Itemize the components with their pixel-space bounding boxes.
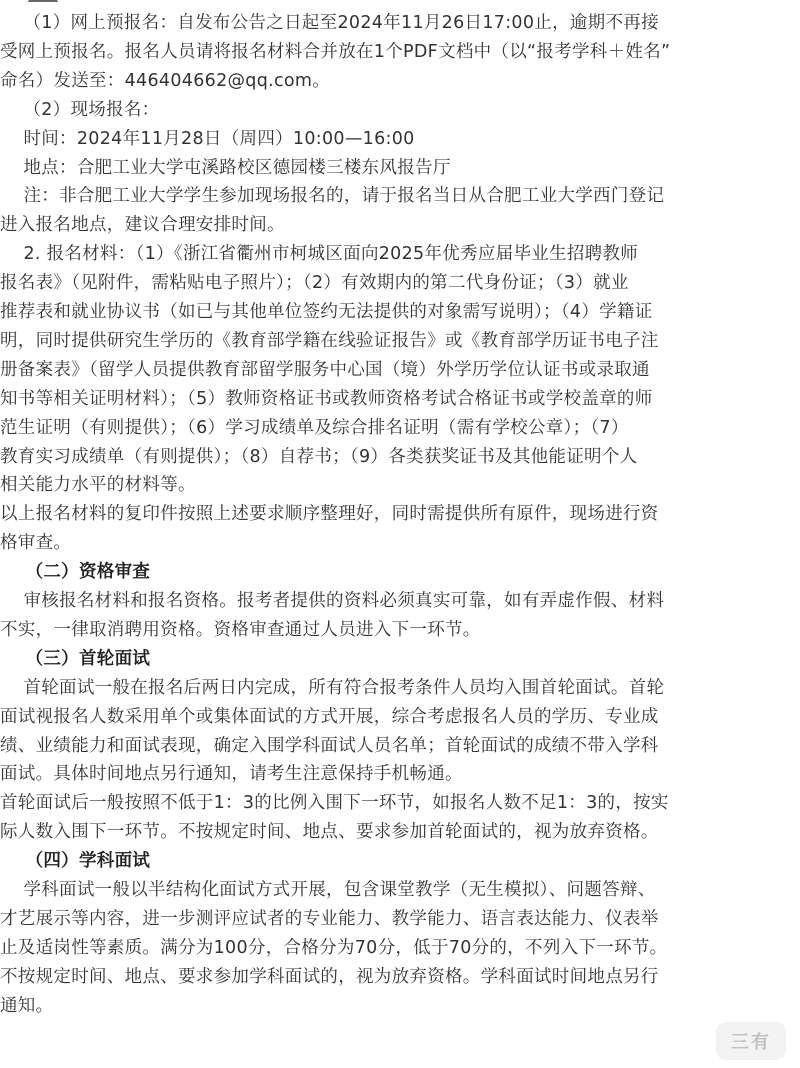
- watermark-logo: 三有: [716, 1022, 786, 1060]
- paragraph-line: 不按规定时间、地点、要求参加学科面试的，视为放弃资格。学科面试时间地点另行: [0, 966, 659, 987]
- paragraph-line: 以上报名材料的复印件按照上述要求顺序整理好，同时需提供所有原件，现场进行资: [0, 504, 659, 525]
- paragraph-line: 进入报名地点，建议合理安排时间。: [0, 215, 285, 236]
- paragraph-line: 首轮面试一般在报名后两日内完成，所有符合报考条件人员均入围首轮面试。首轮: [0, 677, 665, 698]
- paragraph-line: 面试视报名人数采用单个或集体面试的方式开展，综合考虑报名人员的学历、专业成: [0, 706, 659, 727]
- paragraph-line: 际人数入围下一环节。不按规定时间、地点、要求参加首轮面试的，视为放弃资格。: [0, 822, 659, 843]
- paragraph-line: 教育实习成绩单（有则提供）；（8）自荐书；（9）各类获奖证书及其他能证明个人: [0, 446, 638, 467]
- paragraph-line: （2）现场报名：: [0, 99, 160, 120]
- paragraph-line: 推荐表和就业协议书（如已与其他单位签约无法提供的对象需写说明）；（4）学籍证: [0, 302, 653, 322]
- paragraph-line: 首轮面试后一般按照不低于1：3的比例入围下一环节，如报名人数不足1：3的，按实: [0, 793, 669, 814]
- paragraph-line: 注：非合肥工业大学学生参加现场报名的，请于报名当日从合肥工业大学西门登记: [0, 186, 665, 207]
- paragraph-line: 知书等相关证明材料）；（5）教师资格证书或教师资格考试合格证书或学校盖章的师: [0, 388, 653, 409]
- paragraph-line: 学科面试一般以半结构化面试方式开展，包含课堂教学（无生模拟）、问题答辩、: [0, 880, 656, 900]
- paragraph-line: 时间：2024年11月28日（周四）10:00—16:00: [0, 128, 415, 149]
- top-edge-fragment: [28, 0, 58, 6]
- paragraph-line: （1）网上预报名：自发布公告之日起至2024年11月26日17:00止，逾期不再接: [0, 13, 659, 33]
- paragraph-line: 才艺展示等内容，进一步测评应试者的专业能力、教学能力、语言表达能力、仪表举: [0, 908, 659, 929]
- paragraph-line: 册备案表》（留学人员提供教育部留学服务中心国（境）外学历学位认证书或录取通: [0, 359, 650, 380]
- paragraph-line: 审核报名材料和报名资格。报考者提供的资料必须真实可靠，如有弄虚作假、材料: [0, 591, 665, 611]
- paragraph-line: 不实，一律取消聘用资格。资格审查通过人员进入下一环节。: [0, 619, 481, 640]
- paragraph-line: 受网上预报名。报名人员请将报名材料合并放在1个PDF文档中（以“报考学科＋姓名”: [0, 41, 671, 62]
- paragraph-line: 格审查。: [0, 533, 72, 554]
- paragraph-line: 明，同时提供研究生学历的《教育部学籍在线验证报告》或《教育部学历证书电子注: [0, 330, 659, 351]
- paragraph-line: 面试。具体时间地点另行通知，请考生注意保持手机畅通。: [0, 764, 463, 785]
- paragraph-line: 命名）发送至：446404662@qq.com。: [0, 70, 331, 91]
- section-heading: （四）学科面试: [0, 851, 151, 872]
- section-heading: （三）首轮面试: [0, 648, 151, 669]
- paragraph-line: 报名表》（见附件，需粘贴电子照片）；（2）有效期内的第二代身份证；（3）就业: [0, 273, 629, 294]
- paragraph-line: 地点：合肥工业大学屯溪路校区德园楼三楼东风报告厅: [0, 157, 451, 178]
- paragraph-line: 2. 报名材料：（1）《浙江省衢州市柯城区面向2025年优秀应届毕业生招聘教师: [0, 244, 639, 265]
- paragraph-line: 绩、业绩能力和面试表现，确定入围学科面试人员名单；首轮面试的成绩不带入学科: [0, 735, 659, 756]
- paragraph-line: 通知。: [0, 995, 54, 1016]
- section-heading: （二）资格审查: [0, 562, 151, 583]
- paragraph-line: 相关能力水平的材料等。: [0, 475, 196, 496]
- paragraph-line: 止及适岗性等素质。满分为100分，合格分为70分，低于70分的，不列入下一环节。: [0, 937, 668, 958]
- paragraph-line: 范生证明（有则提供）；（6）学习成绩单及综合排名证明（需有学校公章）；（7）: [0, 417, 629, 438]
